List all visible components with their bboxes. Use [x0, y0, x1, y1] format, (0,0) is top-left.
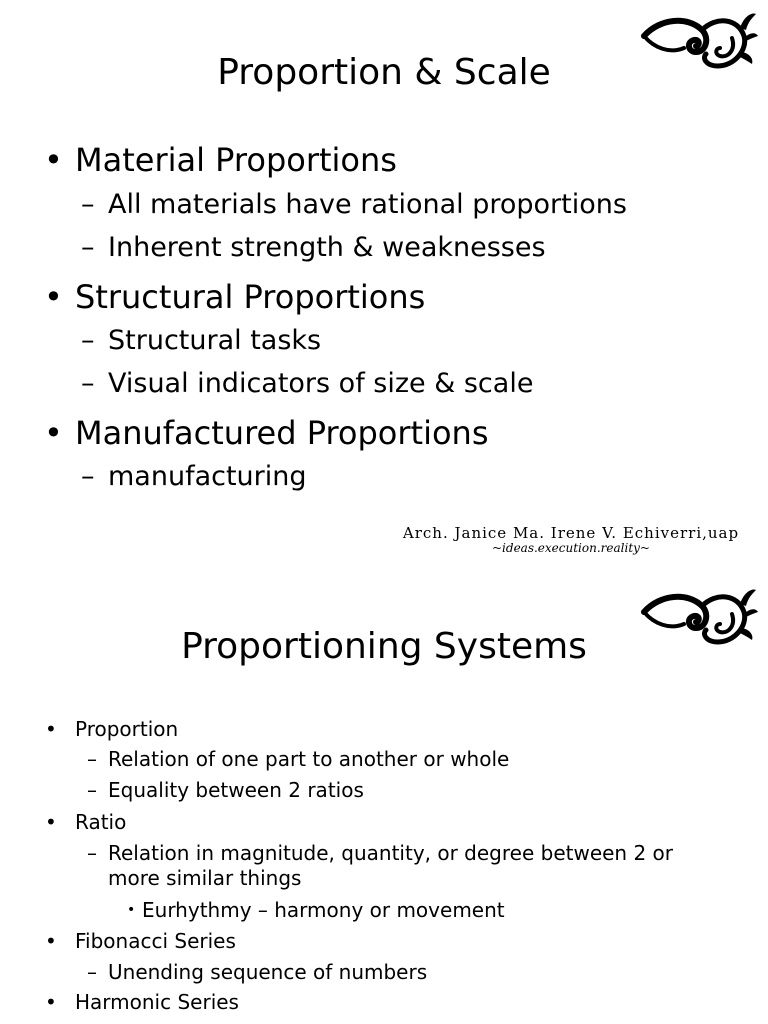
list-item-text: Material Proportions — [75, 141, 397, 179]
list-item-text: manufacturing — [108, 461, 307, 492]
list-item-text: Structural tasks — [108, 325, 322, 356]
list-item — [44, 414, 489, 452]
list-item — [81, 232, 546, 263]
list-item-text: Relation in magnitude, quantity, or degree between 2 or — [108, 841, 674, 865]
list-item-text: All materials have rational proportions — [108, 189, 627, 220]
list-item-text: Eurhythmy – harmony or movement — [142, 898, 505, 922]
list-item-text: Structural Proportions — [75, 278, 426, 316]
list-item-text: Inherent strength & weaknesses — [108, 232, 546, 263]
slide-title: Proportioning Systems — [181, 626, 587, 667]
list-item — [127, 898, 505, 922]
bullet-marker: • — [45, 929, 57, 953]
list-item — [87, 747, 510, 771]
author-tagline: ~ideas.execution.reality~ — [492, 541, 650, 555]
bullet-marker: • — [44, 278, 63, 316]
bullet-marker: – — [87, 747, 97, 771]
bullet-marker: – — [81, 368, 95, 399]
bullet-marker: • — [44, 414, 63, 452]
list-item — [45, 810, 127, 834]
list-item — [45, 929, 236, 953]
bullet-marker: – — [87, 841, 97, 865]
list-item — [87, 778, 364, 802]
bullet-marker: – — [81, 461, 95, 492]
list-item-text: more similar things — [108, 866, 302, 890]
bullet-marker: • — [127, 902, 136, 918]
list-item-text: Manufactured Proportions — [75, 414, 489, 452]
list-item — [44, 278, 426, 316]
list-item — [45, 717, 179, 741]
list-item-text: Unending sequence of numbers — [108, 960, 428, 984]
list-item-text: Visual indicators of size & scale — [108, 368, 534, 399]
list-item — [45, 990, 239, 1014]
bullet-marker: • — [45, 717, 57, 741]
list-item — [81, 461, 307, 492]
bullet-marker: – — [87, 960, 97, 984]
bullet-marker: – — [81, 189, 95, 220]
slide-proportioning-systems — [0, 576, 768, 1024]
list-item — [87, 960, 428, 984]
list-item-text: Harmonic Series — [75, 990, 239, 1014]
list-item — [81, 368, 534, 399]
bullet-marker: – — [87, 778, 97, 802]
bullet-marker: • — [44, 141, 63, 179]
list-item — [87, 841, 674, 865]
bullet-marker: • — [45, 990, 57, 1014]
list-item — [81, 325, 322, 356]
list-item-text: Fibonacci Series — [75, 929, 236, 953]
bullet-marker: – — [81, 232, 95, 263]
list-item-continuation — [108, 866, 301, 890]
list-item-text: Ratio — [75, 810, 127, 834]
list-item-text: Proportion — [75, 717, 179, 741]
list-item-text: Equality between 2 ratios — [108, 778, 364, 802]
list-item — [44, 141, 397, 179]
list-item — [81, 189, 627, 220]
slide-title: Proportion & Scale — [217, 52, 551, 93]
bullet-marker: • — [45, 810, 57, 834]
list-item-text: Relation of one part to another or whole — [108, 747, 510, 771]
author-name: Arch. Janice Ma. Irene V. Echiverri,uap — [402, 524, 740, 542]
author-signature — [385, 524, 757, 555]
bullet-marker: – — [81, 325, 95, 356]
